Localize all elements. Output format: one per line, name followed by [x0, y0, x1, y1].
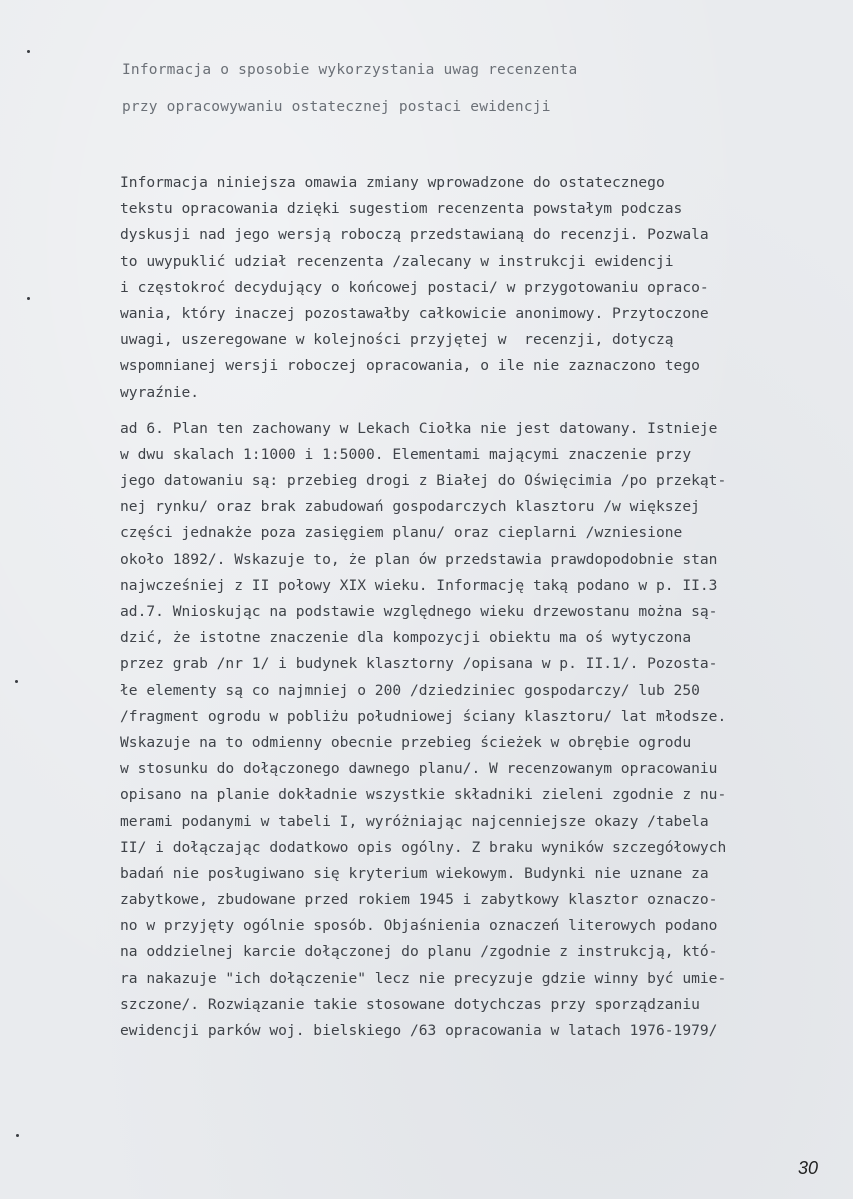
text-line: szczone/. Rozwiązanie takie stosowane dotychczas przy sporządzaniu	[120, 995, 700, 1013]
text-line: Informacja niniejsza omawia zmiany wprowadzone do ostatecznego	[120, 174, 665, 191]
text-line: około 1892/. Wskazuje to, że plan ów przedstawia prawdopodobnie stan	[120, 550, 718, 568]
text-line: tekstu opracowania dzięki sugestiom recenzenta powstałym podczas	[120, 200, 683, 218]
text-line: części jednakże poza zasięgiem planu/ oraz cieplarni /wzniesione	[120, 524, 683, 542]
text-line: dzić, że istotne znaczenie dla kompozycji obiektu ma oś wytyczona	[120, 629, 692, 647]
text-line: łe elementy są co najmniej o 200 /dziedziniec gospodarczy/ lub 250	[120, 681, 700, 699]
text-line: II/ i dołączając dodatkowo opis ogólny. Z braku wyników szczegółowych	[120, 838, 727, 856]
text-line: no w przyjęty ogólnie sposób. Objaśnienia oznaczeń literowych podano	[120, 917, 718, 935]
text-line: ad 6. Plan ten zachowany w Lekach Ciołka nie jest datowany. Istnieje	[120, 419, 718, 437]
text-line: jego datowaniu są: przebieg drogi z Białej do Oświęcimia /po przekąt-	[120, 472, 727, 490]
heading-line-2: przy opracowywaniu ostatecznej postaci ewidencji	[122, 99, 551, 115]
margin-dot	[15, 680, 18, 683]
margin-dot	[27, 50, 30, 53]
text-line: wania, który inaczej pozostawałby całkowicie anonimowy. Przytoczone	[120, 304, 709, 322]
text-line: Wskazuje na to odmienny obecnie przebieg ścieżek w obrębie ogrodu	[120, 733, 692, 751]
text-line: wspomnianej wersji roboczej opracowania, o ile nie zaznaczono tego	[120, 357, 700, 375]
text-line: nej rynku/ oraz brak zabudowań gospodarczych klasztoru /w większej	[120, 498, 700, 516]
margin-dot	[16, 1134, 19, 1137]
text-line: ra nakazuje "ich dołączenie" lecz nie precyzuje gdzie winny być umie-	[120, 969, 727, 987]
text-line: uwagi, uszeregowane w kolejności przyjętej w recenzji, dotyczą	[120, 331, 674, 349]
paragraph-gap	[120, 406, 840, 416]
text-line: zabytkowe, zbudowane przed rokiem 1945 i zabytkowy klasztor oznaczo-	[120, 891, 718, 909]
text-line: najwcześniej z II połowy XIX wieku. Informację taką podano w p. II.3	[120, 576, 718, 594]
text-line: na oddzielnej karcie dołączonej do planu /zgodnie z instrukcją, któ-	[120, 943, 718, 961]
text-line: merami podanymi w tabeli I, wyróżniając najcenniejsze okazy /tabela	[120, 812, 709, 830]
text-line: ewidencji parków woj. bielskiego /63 opracowania w latach 1976-1979/	[120, 1022, 718, 1039]
text-line: to uwypuklić udział recenzenta /zalecany w instrukcji ewidencji	[120, 252, 674, 270]
paragraph-2	[120, 416, 840, 1045]
text-line: przez grab /nr 1/ i budynek klasztorny /opisana w p. II.1/. Pozosta-	[120, 655, 718, 673]
text-line: /fragment ogrodu w pobliżu południowej ściany klasztoru/ lat młodsze.	[120, 707, 727, 725]
margin-dot	[27, 297, 30, 300]
page-number: 30	[798, 1158, 819, 1178]
heading-line-1: Informacja o sposobie wykorzystania uwag recenzenta	[122, 62, 578, 78]
text-line: opisano na planie dokładnie wszystkie składniki zieleni zgodnie z nu-	[120, 786, 727, 804]
text-line: i częstokroć decydujący o końcowej postaci/ w przygotowaniu opraco-	[120, 278, 709, 296]
text-line: dyskusji nad jego wersją roboczą przedstawianą do recenzji. Pozwala	[120, 226, 709, 244]
paragraph-1	[120, 170, 840, 406]
text-line: w dwu skalach 1:1000 i 1:5000. Elementami mającymi znaczenie przy	[120, 445, 692, 463]
text-line: w stosunku do dołączonego dawnego planu/. W recenzowanym opracowaniu	[120, 760, 718, 778]
text-line: ad.7. Wnioskując na podstawie względnego wieku drzewostanu można są-	[120, 603, 718, 620]
text-line: wyraźnie.	[120, 383, 200, 401]
body-text	[120, 170, 840, 1044]
text-line: badań nie posługiwano się kryterium wiekowym. Budynki nie uznane za	[120, 864, 709, 882]
